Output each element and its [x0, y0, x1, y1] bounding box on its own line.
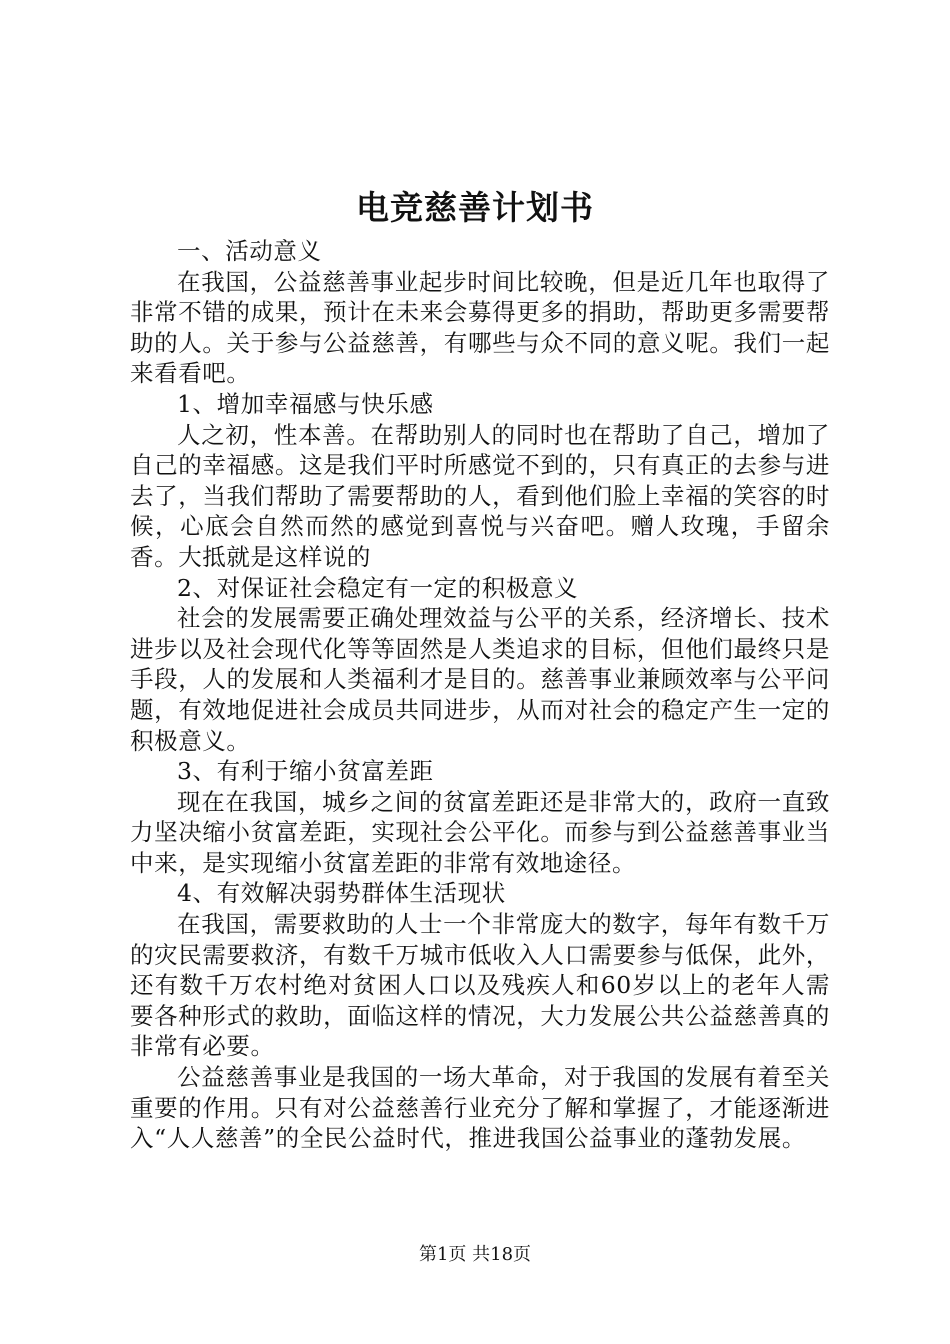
subheading: 1、增加幸福感与快乐感 — [177, 389, 434, 418]
body-paragraph: 公益慈善事业是我国的一场大革命，对于我国的发展有着至关重要的作用。只有对公益慈善行业充分了解和掌握了，才能逐渐进入“人人慈善”的全民公益时代，推进我国公益事业的蓬勃发展。 — [130, 1063, 830, 1153]
document-title: 电竞慈善计划书 — [356, 188, 594, 227]
page-number-footer: 第1页 共18页 — [418, 1244, 532, 1265]
body-paragraph: 现在在我国，城乡之间的贫富差距还是非常大的，政府一直致力坚决缩小贫富差距，实现社会公平化。而参与到公益慈善事业当中来，是实现缩小贫富差距的非常有效地途径。 — [130, 787, 830, 877]
body-paragraph: 人之初，性本善。在帮助别人的同时也在帮助了自己，增加了自己的幸福感。这是我们平时所感觉不到的，只有真正的去参与进去了，当我们帮助了需要帮助的人，看到他们脸上幸福的笑容的时候，心底会自然而然的感觉到喜悦与兴奋吧。赠人玫瑰，手留余香。大抵就是这样说的 — [130, 420, 830, 571]
section-heading: 一、活动意义 — [177, 237, 322, 265]
subheading: 2、对保证社会稳定有一定的积极意义 — [177, 573, 579, 602]
document-body — [130, 236, 830, 1154]
subheading: 3、有利于缩小贫富差距 — [177, 757, 434, 786]
subheading: 4、有效解决弱势群体生活现状 — [177, 879, 506, 908]
body-paragraph: 在我国，需要救助的人士一个非常庞大的数字，每年有数千万的灾民需要救济，有数千万城市低收入人口需要参与低保，此外，还有数千万农村绝对贫困人口以及残疾人和60岁以上的老年人需要各种形式的救助，面临这样的情况，大力发展公共公益慈善真的非常有必要。 — [130, 910, 830, 1061]
body-paragraph: 在我国，公益慈善事业起步时间比较晚，但是近几年也取得了非常不错的成果，预计在未来会募得更多的捐助，帮助更多需要帮助的人。关于参与公益慈善，有哪些与众不同的意义呢。我们一起来看看吧。 — [130, 267, 830, 388]
body-paragraph: 社会的发展需要正确处理效益与公平的关系，经济增长、技术进步以及社会现代化等等固然是人类追求的目标，但他们最终只是手段，人的发展和人类福利才是目的。慈善事业兼顾效率与公平问题，有效地促进社会成员共同进步，从而对社会的稳定产生一定的积极意义。 — [130, 604, 830, 755]
